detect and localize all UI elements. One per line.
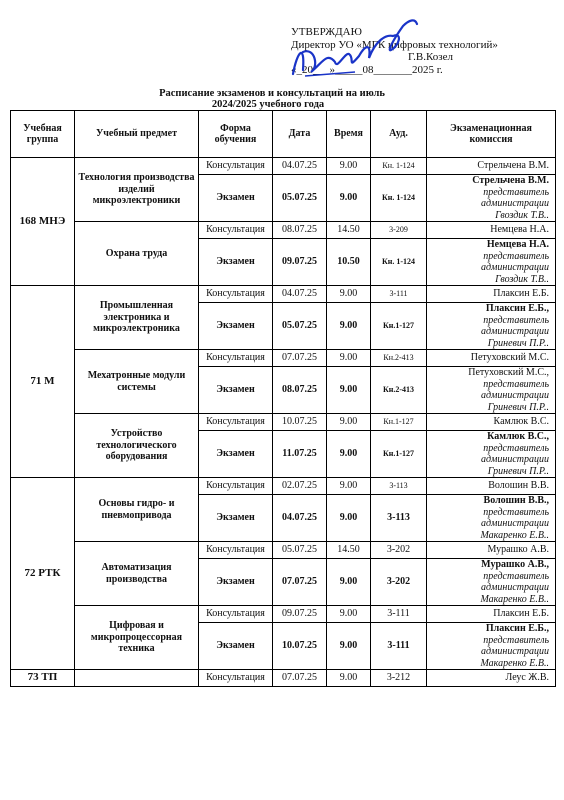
time-cell: 9.00	[327, 431, 371, 478]
time-cell: 9.00	[327, 559, 371, 606]
commission-cell	[427, 495, 556, 542]
date-cell: 10.07.25	[273, 414, 327, 431]
form-cell: Консультация	[199, 606, 273, 623]
commission-cell: Петуховский М.С.	[427, 350, 556, 367]
commission-rep: представитель администрации	[480, 634, 549, 657]
form-cell: Экзамен	[199, 623, 273, 670]
room-cell: 3-209	[371, 222, 427, 239]
time-cell: 9.00	[327, 623, 371, 670]
subject-cell	[75, 670, 199, 687]
commission-rep: представитель администрации	[480, 186, 549, 209]
form-cell: Консультация	[199, 670, 273, 687]
time-cell: 9.00	[327, 286, 371, 303]
commission-admin: Макаренко Е.В..	[480, 657, 549, 669]
commission-admin: Гриневич П.Р..	[487, 337, 549, 349]
date-cell: 10.07.25	[273, 623, 327, 670]
group-cell: 72 РТК	[11, 478, 75, 670]
commission-cell	[427, 367, 556, 414]
commission-cell	[427, 623, 556, 670]
col-date: Дата	[273, 111, 327, 158]
date-cell: 08.07.25	[273, 367, 327, 414]
room-cell: Кн.2-413	[371, 367, 427, 414]
commission-admin: Макаренко Е.В..	[480, 593, 549, 605]
table-row	[11, 350, 556, 367]
subject-cell: Мехатронные модули системы	[75, 350, 199, 414]
form-cell: Консультация	[199, 350, 273, 367]
room-cell: 3-111	[371, 286, 427, 303]
date-cell: 09.07.25	[273, 606, 327, 623]
commission-chair: Немцева Н.А.	[486, 239, 549, 250]
commission-rep: представитель администрации	[480, 442, 549, 465]
table-row	[11, 478, 556, 495]
commission-chair: Петуховский М.С.,	[468, 367, 549, 378]
date-cell: 04.07.25	[273, 158, 327, 175]
room-cell: 3-111	[371, 606, 427, 623]
commission-cell: Немцева Н.А.	[427, 222, 556, 239]
table-row	[11, 606, 556, 623]
date-cell: 04.07.25	[273, 286, 327, 303]
room-cell: Кн.1-127	[371, 303, 427, 350]
date-cell: 09.07.25	[273, 239, 327, 286]
group-cell: 168 МНЭ	[11, 158, 75, 286]
form-cell: Консультация	[199, 542, 273, 559]
form-cell: Экзамен	[199, 431, 273, 478]
subject-cell: Промышленная электроника и микроэлектроника	[75, 286, 199, 350]
time-cell: 9.00	[327, 478, 371, 495]
time-cell: 9.00	[327, 367, 371, 414]
room-cell: 3-202	[371, 542, 427, 559]
form-cell: Экзамен	[199, 175, 273, 222]
commission-cell: Плаксин Е.Б.	[427, 606, 556, 623]
commission-rep: представитель администрации	[480, 570, 549, 593]
form-cell: Консультация	[199, 222, 273, 239]
commission-cell: Камлюк В.С.	[427, 414, 556, 431]
date-cell: 07.07.25	[273, 559, 327, 606]
commission-cell	[427, 239, 556, 286]
date-cell: 05.07.25	[273, 542, 327, 559]
time-cell: 14.50	[327, 222, 371, 239]
table-row	[11, 158, 556, 175]
commission-rep: представитель администрации	[480, 506, 549, 529]
time-cell: 9.00	[327, 495, 371, 542]
commission-cell	[427, 175, 556, 222]
room-cell: 3-113	[371, 495, 427, 542]
commission-chair: Плаксин Е.Б.,	[485, 303, 549, 314]
col-time: Время	[327, 111, 371, 158]
col-group: Учебная группа	[11, 111, 75, 158]
room-cell: Кн.1-127	[371, 431, 427, 478]
commission-cell: Мурашко А.В.	[427, 542, 556, 559]
room-cell: Кн.2-413	[371, 350, 427, 367]
commission-cell	[427, 303, 556, 350]
commission-rep: представитель администрации	[480, 314, 549, 337]
col-form: Форма обучения	[199, 111, 273, 158]
commission-chair: Камлюк В.С.,	[487, 431, 549, 442]
exam-schedule-table	[10, 110, 556, 687]
commission-admin: Гвоздик Т.В..	[495, 273, 549, 285]
time-cell: 9.00	[327, 414, 371, 431]
time-cell: 9.00	[327, 158, 371, 175]
room-cell: 3-111	[371, 623, 427, 670]
time-cell: 9.00	[327, 175, 371, 222]
commission-admin: Гриневич П.Р..	[487, 401, 549, 413]
form-cell: Экзамен	[199, 367, 273, 414]
time-cell: 9.00	[327, 606, 371, 623]
commission-cell: Волошин В.В.	[427, 478, 556, 495]
form-cell: Экзамен	[199, 495, 273, 542]
group-cell: 73 ТП	[11, 670, 75, 687]
subject-cell: Устройство технологического оборудования	[75, 414, 199, 478]
commission-cell	[427, 559, 556, 606]
form-cell: Консультация	[199, 286, 273, 303]
subject-cell: Основы гидро- и пневмопривода	[75, 478, 199, 542]
form-cell: Консультация	[199, 478, 273, 495]
table-row	[11, 286, 556, 303]
date-cell: 04.07.25	[273, 495, 327, 542]
commission-cell: Стрельчена В.М.	[427, 158, 556, 175]
room-cell: 3-212	[371, 670, 427, 687]
date-cell: 05.07.25	[273, 175, 327, 222]
col-room: Ауд.	[371, 111, 427, 158]
subject-cell: Технология производства изделий микроэлектроники	[75, 158, 199, 222]
form-cell: Экзамен	[199, 239, 273, 286]
table-row	[11, 542, 556, 559]
time-cell: 9.00	[327, 303, 371, 350]
commission-cell	[427, 431, 556, 478]
handwritten-signature	[275, 12, 425, 82]
commission-cell: Плаксин Е.Б.	[427, 286, 556, 303]
approve-word: УТВЕРЖДАЮ	[291, 26, 362, 38]
room-cell: Кн. 1-124	[371, 175, 427, 222]
director-name: Г.В.Козел	[408, 51, 453, 63]
schedule-title: Расписание экзаменов и консультаций на июль	[159, 88, 385, 99]
commission-admin: Макаренко Е.В..	[480, 529, 549, 541]
date-cell: 07.07.25	[273, 670, 327, 687]
room-cell: Кн.1-127	[371, 414, 427, 431]
room-cell: Кн. 1-124	[371, 158, 427, 175]
commission-chair: Плаксин Е.Б.,	[485, 623, 549, 634]
time-cell: 10.50	[327, 239, 371, 286]
form-cell: Консультация	[199, 158, 273, 175]
date-cell: 11.07.25	[273, 431, 327, 478]
date-cell: 08.07.25	[273, 222, 327, 239]
commission-chair: Волошин В.В.,	[483, 495, 549, 506]
director-line: Директор УО «МГК цифровых технологий»	[291, 38, 498, 51]
commission-chair: Стрельчена В.М.	[472, 175, 549, 186]
room-cell: Кн. 1-124	[371, 239, 427, 286]
col-commission: Экзаменационная комиссия	[427, 111, 556, 158]
form-cell: Консультация	[199, 414, 273, 431]
col-subject: Учебный предмет	[75, 111, 199, 158]
table-header-row	[11, 111, 556, 158]
table-row	[11, 414, 556, 431]
time-cell: 9.00	[327, 350, 371, 367]
subject-cell: Охрана труда	[75, 222, 199, 286]
commission-admin: Гриневич П.Р..	[487, 465, 549, 477]
table-row	[11, 670, 556, 687]
table-row	[11, 222, 556, 239]
commission-admin: Гвоздик Т.В..	[495, 209, 549, 221]
commission-rep: представитель администрации	[480, 250, 549, 273]
date-cell: 07.07.25	[273, 350, 327, 367]
date-cell: 02.07.25	[273, 478, 327, 495]
group-cell: 71 М	[11, 286, 75, 478]
schedule-year: 2024/2025 учебного года	[211, 99, 325, 110]
room-cell: 3-113	[371, 478, 427, 495]
commission-cell: Леус Ж.В.	[427, 670, 556, 687]
form-cell: Экзамен	[199, 559, 273, 606]
commission-rep: представитель администрации	[480, 378, 549, 401]
time-cell: 9.00	[327, 670, 371, 687]
subject-cell: Автоматизация производства	[75, 542, 199, 606]
room-cell: 3-202	[371, 559, 427, 606]
commission-chair: Мурашко А.В.,	[481, 559, 549, 570]
form-cell: Экзамен	[199, 303, 273, 350]
date-cell: 05.07.25	[273, 303, 327, 350]
time-cell: 14.50	[327, 542, 371, 559]
approval-date: «_20___»_____08_______2025 г.	[291, 63, 443, 76]
subject-cell: Цифровая и микропроцессорная техника	[75, 606, 199, 670]
